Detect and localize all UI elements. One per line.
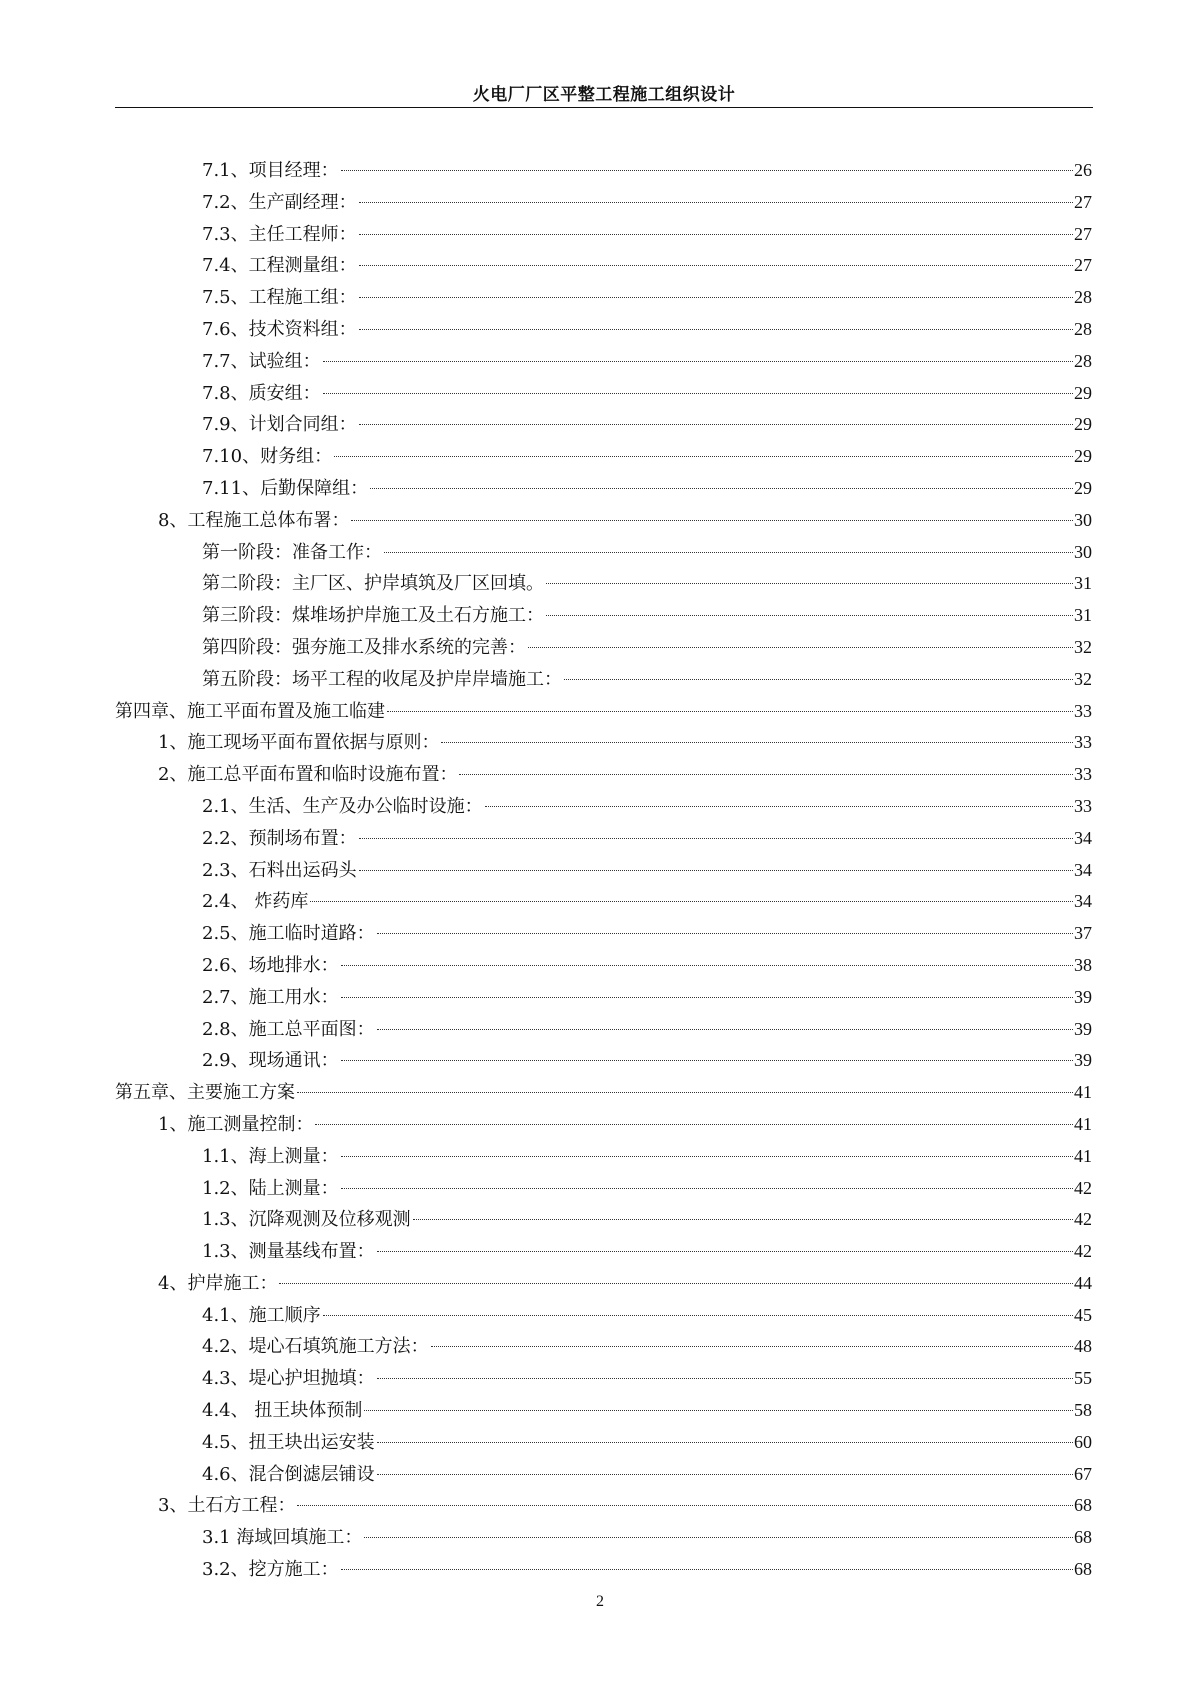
toc-dot-leader bbox=[359, 328, 1073, 330]
toc-entry-label: 1.3、沉降观测及位移观测 bbox=[202, 1209, 411, 1231]
toc-dot-leader bbox=[441, 741, 1073, 743]
toc-entry[interactable] bbox=[115, 982, 1092, 1014]
toc-entry[interactable] bbox=[115, 1045, 1092, 1077]
toc-entry[interactable] bbox=[115, 632, 1092, 664]
toc-entry-page: 33 bbox=[1074, 732, 1092, 753]
toc-dot-leader bbox=[364, 1536, 1073, 1538]
toc-entry-page: 31 bbox=[1074, 605, 1092, 626]
toc-entry-label: 1.2、陆上测量： bbox=[202, 1177, 339, 1199]
toc-entry-page: 42 bbox=[1074, 1177, 1092, 1198]
toc-entry[interactable] bbox=[115, 282, 1092, 314]
toc-entry-label: 1、施工测量控制： bbox=[158, 1113, 314, 1135]
toc-entry-label: 2.5、施工临时道路： bbox=[202, 923, 375, 945]
toc-entry-page: 68 bbox=[1074, 1559, 1092, 1580]
toc-entry-label: 7.10、财务组： bbox=[202, 446, 333, 468]
toc-entry-label: 1、施工现场平面布置依据与原则： bbox=[158, 732, 440, 754]
toc-entry[interactable] bbox=[115, 314, 1092, 346]
toc-entry-label: 2.3、石料出运码头 bbox=[202, 859, 357, 881]
toc-dot-leader bbox=[341, 996, 1073, 998]
toc-dot-leader bbox=[341, 1155, 1073, 1157]
toc-entry[interactable] bbox=[115, 1014, 1092, 1046]
toc-entry[interactable] bbox=[115, 1395, 1092, 1427]
toc-dot-leader bbox=[546, 614, 1073, 616]
toc-entry-page: 29 bbox=[1074, 477, 1092, 498]
toc-entry-label: 7.1、项目经理： bbox=[202, 160, 339, 181]
toc-entry[interactable] bbox=[115, 378, 1092, 410]
toc-entry-page: 39 bbox=[1074, 1018, 1092, 1039]
toc-entry-label: 2.8、施工总平面图： bbox=[202, 1018, 375, 1040]
toc-entry-page: 34 bbox=[1074, 827, 1092, 848]
toc-entry-label: 2.6、场地排水： bbox=[202, 954, 339, 976]
toc-entry-page: 33 bbox=[1074, 700, 1092, 721]
toc-dot-leader bbox=[315, 1123, 1073, 1125]
toc-entry-label: 7.8、质安组： bbox=[202, 382, 321, 404]
toc-entry-page: 30 bbox=[1074, 509, 1092, 530]
toc-entry-page: 32 bbox=[1074, 668, 1092, 689]
toc-entry-page: 33 bbox=[1074, 764, 1092, 785]
toc-entry-label: 第四章、施工平面布置及施工临建 bbox=[115, 700, 385, 722]
toc-entry[interactable] bbox=[115, 950, 1092, 982]
toc-entry-label: 8、工程施工总体布署： bbox=[158, 509, 350, 531]
toc-entry-page: 27 bbox=[1074, 191, 1092, 212]
toc-entry-label: 1.3、测量基线布置： bbox=[202, 1241, 375, 1263]
toc-dot-leader bbox=[351, 519, 1073, 521]
toc-dot-leader bbox=[413, 1218, 1073, 1220]
toc-entry[interactable] bbox=[115, 1141, 1092, 1173]
toc-dot-leader bbox=[485, 805, 1073, 807]
toc-entry-page: 30 bbox=[1074, 541, 1092, 562]
toc-dot-leader bbox=[387, 710, 1073, 712]
toc-entry[interactable] bbox=[115, 1331, 1092, 1363]
toc-entry[interactable] bbox=[115, 1522, 1092, 1554]
toc-entry[interactable] bbox=[115, 1109, 1092, 1141]
header-rule bbox=[115, 107, 1093, 108]
toc-entry-label: 7.5、工程施工组： bbox=[202, 287, 357, 309]
toc-entry[interactable] bbox=[115, 219, 1092, 251]
toc-entry-page: 37 bbox=[1074, 923, 1092, 944]
toc-dot-leader bbox=[297, 1504, 1073, 1506]
toc-entry[interactable] bbox=[115, 441, 1092, 473]
toc-entry-label: 4.4、 扭王块体预制 bbox=[202, 1400, 363, 1422]
toc-dot-leader bbox=[359, 296, 1073, 298]
toc-dot-leader bbox=[334, 455, 1073, 457]
toc-dot-leader bbox=[341, 1568, 1073, 1570]
toc-entry-page: 31 bbox=[1074, 573, 1092, 594]
toc-entry-page: 28 bbox=[1074, 287, 1092, 308]
toc-dot-leader bbox=[364, 1409, 1073, 1411]
toc-entry-label: 1.1、海上测量： bbox=[202, 1145, 339, 1167]
toc-dot-leader bbox=[310, 900, 1073, 902]
toc-dot-leader bbox=[384, 551, 1073, 553]
toc-entry-page: 29 bbox=[1074, 382, 1092, 403]
toc-entry-label: 第四阶段：强夯施工及排水系统的完善： bbox=[202, 636, 526, 658]
toc-dot-leader bbox=[341, 1187, 1073, 1189]
toc-entry[interactable] bbox=[115, 1459, 1092, 1491]
toc-entry[interactable] bbox=[115, 537, 1092, 569]
toc-entry[interactable] bbox=[115, 409, 1092, 441]
toc-entry-label: 2.4、 炸药库 bbox=[202, 891, 309, 913]
toc-entry[interactable] bbox=[115, 1554, 1092, 1586]
toc-entry-label: 4、护岸施工： bbox=[158, 1272, 278, 1294]
toc-entry-page: 42 bbox=[1074, 1241, 1092, 1262]
toc-entry-page: 42 bbox=[1074, 1209, 1092, 1230]
toc-entry-label: 7.7、试验组： bbox=[202, 350, 321, 372]
toc-entry-label: 4.2、堤心石填筑施工方法： bbox=[202, 1336, 429, 1358]
toc-dot-leader bbox=[431, 1345, 1073, 1347]
toc-entry[interactable] bbox=[115, 1490, 1092, 1522]
toc-entry-page: 28 bbox=[1074, 350, 1092, 371]
toc-entry[interactable] bbox=[115, 727, 1092, 759]
toc-entry-label: 4.1、施工顺序 bbox=[202, 1304, 321, 1326]
toc-entry-label: 7.2、生产副经理： bbox=[202, 191, 357, 213]
toc-entry-page: 34 bbox=[1074, 891, 1092, 912]
toc-entry-page: 41 bbox=[1074, 1145, 1092, 1166]
toc-entry-page: 45 bbox=[1074, 1304, 1092, 1325]
toc-entry-page: 27 bbox=[1074, 223, 1092, 244]
toc-entry[interactable] bbox=[115, 250, 1092, 282]
toc-entry-page: 39 bbox=[1074, 986, 1092, 1007]
toc-entry-page: 29 bbox=[1074, 446, 1092, 467]
toc-dot-leader bbox=[297, 1091, 1073, 1093]
toc-dot-leader bbox=[546, 582, 1073, 584]
toc-dot-leader bbox=[370, 487, 1073, 489]
toc-entry-label: 4.6、混合倒滤层铺设 bbox=[202, 1463, 375, 1485]
toc-dot-leader bbox=[323, 1314, 1073, 1316]
toc-entry-label: 2.2、预制场布置： bbox=[202, 827, 357, 849]
toc-entry[interactable] bbox=[115, 1300, 1092, 1332]
toc-entry-label: 2、施工总平面布置和临时设施布置： bbox=[158, 764, 458, 786]
toc-dot-leader bbox=[359, 423, 1073, 425]
toc-entry-page: 60 bbox=[1074, 1431, 1092, 1452]
toc-entry[interactable] bbox=[115, 505, 1092, 537]
toc-entry-label: 2.7、施工用水： bbox=[202, 986, 339, 1008]
toc-entry[interactable] bbox=[115, 664, 1092, 696]
toc-entry-page: 32 bbox=[1074, 636, 1092, 657]
toc-entry-page: 29 bbox=[1074, 414, 1092, 435]
toc-entry-label: 2.9、现场通讯： bbox=[202, 1050, 339, 1072]
toc-entry-page: 28 bbox=[1074, 318, 1092, 339]
toc-entry-label: 第五阶段：场平工程的收尾及护岸岸墙施工： bbox=[202, 668, 562, 690]
toc-dot-leader bbox=[323, 392, 1073, 394]
toc-dot-leader bbox=[341, 169, 1073, 171]
toc-dot-leader bbox=[359, 869, 1073, 871]
toc-entry[interactable] bbox=[115, 823, 1092, 855]
toc-dot-leader bbox=[377, 1441, 1073, 1443]
toc-entry-page: 38 bbox=[1074, 954, 1092, 975]
toc-entry[interactable] bbox=[115, 187, 1092, 219]
toc-entry-label: 7.4、工程测量组： bbox=[202, 255, 357, 277]
toc-dot-leader bbox=[377, 1473, 1073, 1475]
toc-dot-leader bbox=[359, 201, 1073, 203]
toc-dot-leader bbox=[459, 773, 1073, 775]
toc-entry[interactable] bbox=[115, 886, 1092, 918]
toc-entry[interactable] bbox=[115, 759, 1092, 791]
toc-entry[interactable] bbox=[115, 791, 1092, 823]
toc-entry-label: 4.5、扭王块出运安装 bbox=[202, 1431, 375, 1453]
toc-entry[interactable] bbox=[115, 1427, 1092, 1459]
toc-entry-page: 55 bbox=[1074, 1368, 1092, 1389]
toc-dot-leader bbox=[359, 837, 1073, 839]
toc-entry-page: 27 bbox=[1074, 255, 1092, 276]
toc-entry-page: 67 bbox=[1074, 1463, 1092, 1484]
toc-dot-leader bbox=[341, 964, 1073, 966]
toc-entry[interactable] bbox=[115, 855, 1092, 887]
toc-entry-label: 3.1 海域回填施工： bbox=[202, 1527, 363, 1549]
toc-entry[interactable] bbox=[115, 1077, 1092, 1109]
toc-entry[interactable] bbox=[115, 696, 1092, 728]
toc-entry[interactable] bbox=[115, 1204, 1092, 1236]
toc-entry-page: 44 bbox=[1074, 1272, 1092, 1293]
toc-entry[interactable] bbox=[115, 1173, 1092, 1205]
toc-entry-label: 4.3、堤心护坦抛填： bbox=[202, 1368, 375, 1390]
toc-entry-label: 7.11、后勤保障组： bbox=[202, 477, 369, 499]
toc-entry[interactable] bbox=[115, 155, 1092, 187]
toc-dot-leader bbox=[528, 646, 1073, 648]
toc-entry[interactable] bbox=[115, 1236, 1092, 1268]
toc-entry-page: 58 bbox=[1074, 1400, 1092, 1421]
page-header-title: 火电厂厂区平整工程施工组织设计 bbox=[472, 85, 736, 105]
toc-entry-label: 第五章、主要施工方案 bbox=[115, 1082, 295, 1104]
toc-entry-label: 3、土石方工程： bbox=[158, 1495, 296, 1517]
toc-dot-leader bbox=[279, 1282, 1073, 1284]
toc-entry[interactable] bbox=[115, 1363, 1092, 1395]
toc-entry[interactable] bbox=[115, 1268, 1092, 1300]
toc-entry-label: 7.3、主任工程师： bbox=[202, 223, 357, 245]
table-of-contents bbox=[115, 155, 1092, 1586]
toc-dot-leader bbox=[564, 678, 1073, 680]
toc-entry-label: 第二阶段：主厂区、护岸填筑及厂区回填。 bbox=[202, 573, 544, 595]
toc-dot-leader bbox=[377, 1250, 1073, 1252]
toc-entry-page: 39 bbox=[1074, 1050, 1092, 1071]
toc-entry[interactable] bbox=[115, 473, 1092, 505]
toc-entry-label: 3.2、挖方施工： bbox=[202, 1559, 339, 1581]
toc-dot-leader bbox=[359, 264, 1073, 266]
toc-entry-page: 33 bbox=[1074, 795, 1092, 816]
toc-entry[interactable] bbox=[115, 346, 1092, 378]
toc-entry[interactable] bbox=[115, 918, 1092, 950]
toc-entry-label: 第一阶段：准备工作： bbox=[202, 541, 382, 563]
toc-dot-leader bbox=[359, 233, 1073, 235]
toc-entry-label: 第三阶段：煤堆场护岸施工及土石方施工： bbox=[202, 605, 544, 627]
toc-dot-leader bbox=[377, 1028, 1073, 1030]
toc-entry-label: 2.1、生活、生产及办公临时设施： bbox=[202, 795, 483, 817]
toc-entry-label: 7.6、技术资料组： bbox=[202, 318, 357, 340]
page-number: 2 bbox=[596, 1593, 604, 1610]
toc-dot-leader bbox=[377, 932, 1073, 934]
toc-dot-leader bbox=[341, 1059, 1073, 1061]
toc-entry-page: 41 bbox=[1074, 1113, 1092, 1134]
toc-entry[interactable] bbox=[115, 568, 1092, 600]
toc-entry-page: 34 bbox=[1074, 859, 1092, 880]
toc-entry-page: 26 bbox=[1074, 160, 1092, 180]
toc-entry-label: 7.9、计划合同组： bbox=[202, 414, 357, 436]
toc-entry-page: 41 bbox=[1074, 1082, 1092, 1103]
toc-entry[interactable] bbox=[115, 600, 1092, 632]
toc-entry-page: 68 bbox=[1074, 1495, 1092, 1516]
toc-entry-page: 68 bbox=[1074, 1527, 1092, 1548]
toc-dot-leader bbox=[323, 360, 1073, 362]
toc-entry-page: 48 bbox=[1074, 1336, 1092, 1357]
toc-dot-leader bbox=[377, 1377, 1073, 1379]
